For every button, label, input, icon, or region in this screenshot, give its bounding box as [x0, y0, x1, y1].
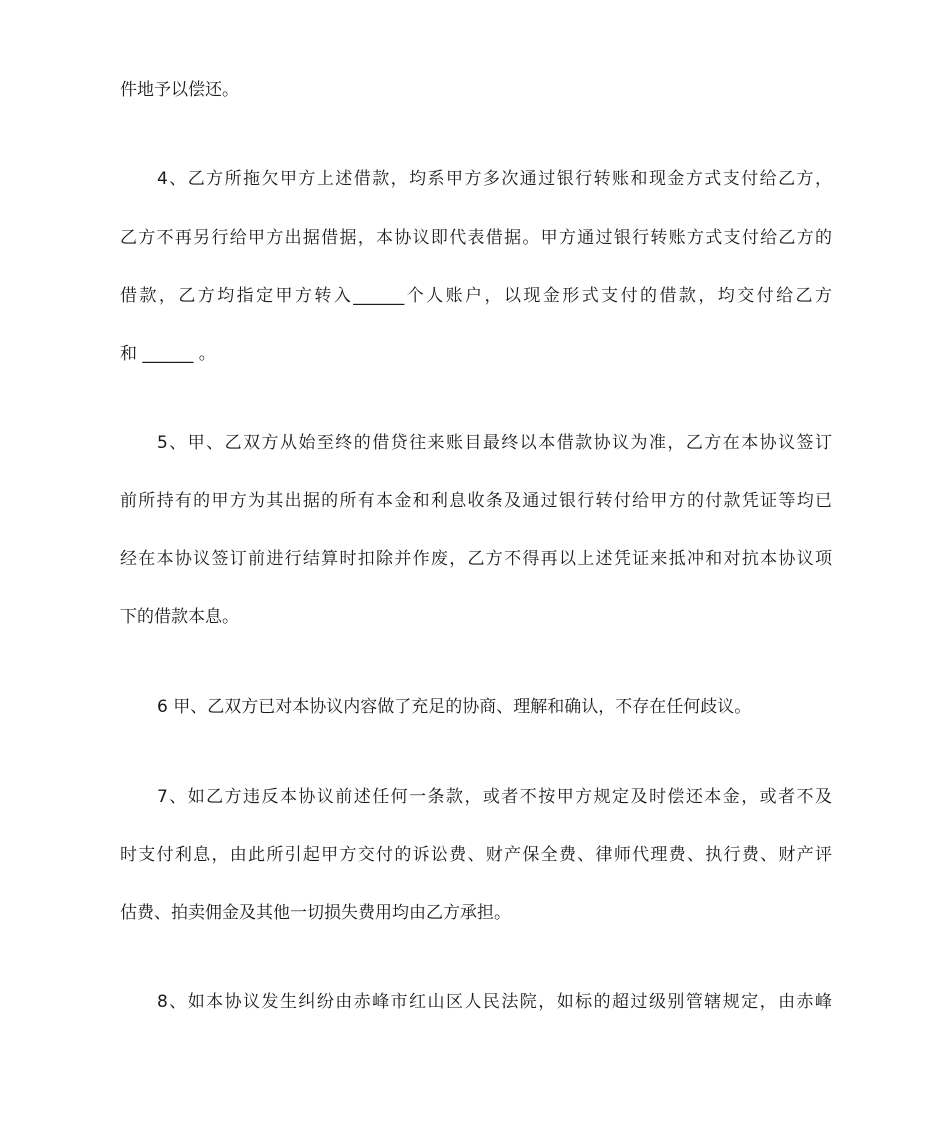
paragraph-line: 8、如本协议发生纠纷由赤峰市红山区人民法院，如标的超过级别管辖规定，由赤峰: [157, 992, 832, 1012]
paragraph-line: 4、乙方所拖欠甲方上述借款，均系甲方多次通过银行转账和现金方式支付给乙方，: [157, 169, 832, 189]
paragraph-line: 前所持有的甲方为其出据的所有本金和利息收条及通过银行转付给甲方的付款凭证等均已: [120, 491, 832, 511]
paragraph-line: 6 甲、乙双方已对本协议内容做了充足的协商、理解和确认，不存在任何歧议。: [157, 697, 752, 717]
paragraph-line: 7、如乙方违反本协议前述任何一条款，或者不按甲方规定及时偿还本金，或者不及: [157, 787, 832, 807]
paragraph-line: 时支付利息，由此所引起甲方交付的诉讼费、财产保全费、律师代理费、执行费、财产评: [120, 845, 832, 865]
paragraph-line: 5、甲、乙双方从始至终的借贷往来账目最终以本借款协议为准，乙方在本协议签订: [157, 433, 832, 453]
paragraph-line: 估费、拍卖佣金及其他一切损失费用均由乙方承担。: [120, 903, 511, 923]
paragraph-line: 借款，乙方均指定甲方转入______个人账户，以现金形式支付的借款，均交付给乙方: [120, 286, 832, 306]
paragraph-line: 和 ______ 。: [120, 344, 216, 364]
paragraph-line: 乙方不再另行给甲方出据借据，本协议即代表借据。甲方通过银行转账方式支付给乙方的: [120, 228, 832, 248]
paragraph-line: 经在本协议签订前进行结算时扣除并作废，乙方不得再以上述凭证来抵冲和对抗本协议项: [120, 549, 832, 569]
paragraph-line: 下的借款本息。: [120, 607, 239, 627]
paragraph-line: 件地予以偿还。: [120, 80, 239, 100]
